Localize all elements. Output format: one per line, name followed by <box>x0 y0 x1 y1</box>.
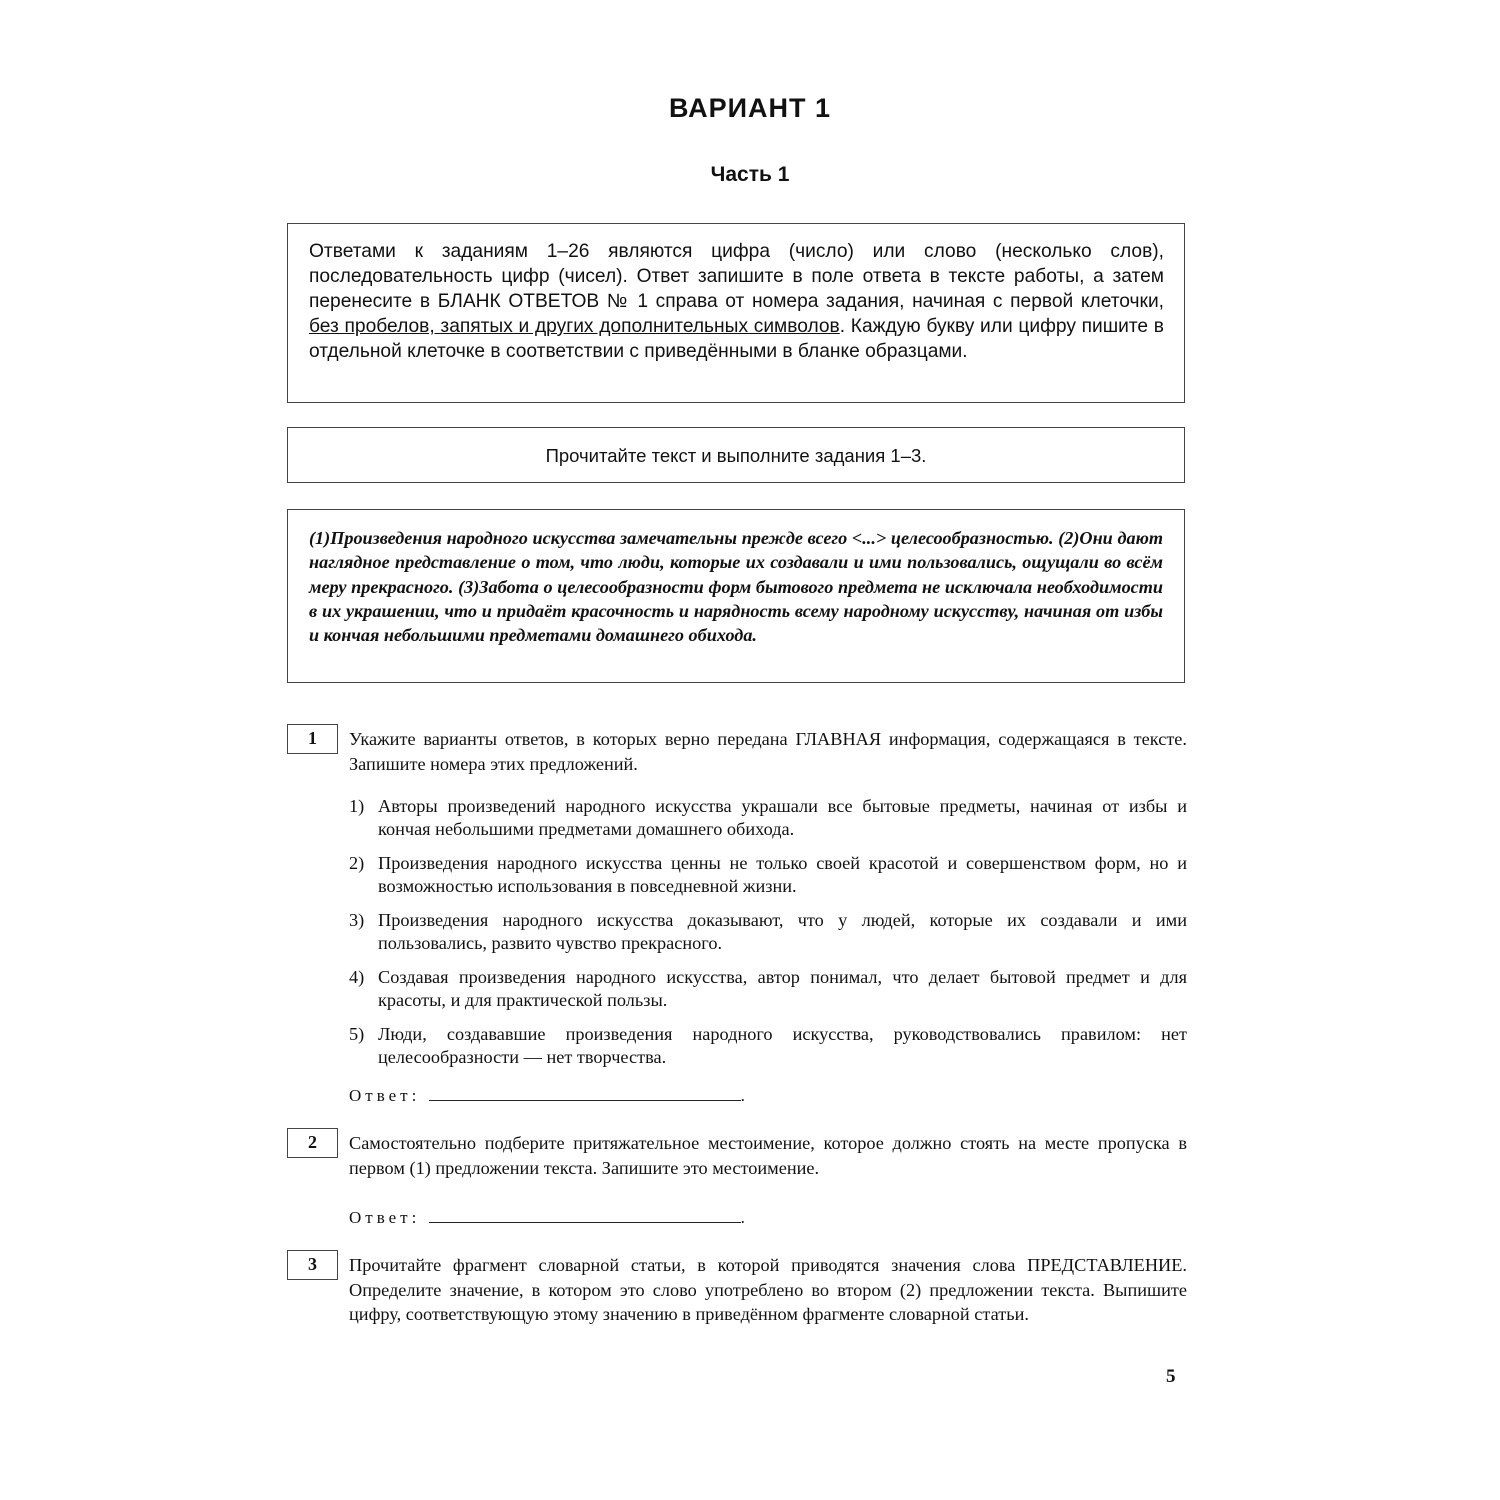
read-prompt-text: Прочитайте текст и выполните задания 1–3. <box>545 445 927 466</box>
task-2-answer <box>349 1204 745 1228</box>
read-prompt-box <box>287 427 1185 483</box>
option-text: Произведения народного искусства доказывают, что у людей, которые их создавали и ими пользовались, развито чувство прекрасного. <box>378 910 1187 953</box>
page-title: ВАРИАНТ 1 <box>668 93 832 123</box>
answer-line[interactable] <box>429 1204 741 1223</box>
answer-end: . <box>740 1086 745 1105</box>
task-1-option <box>349 795 1187 841</box>
option-number: 2) <box>349 853 365 873</box>
instructions-text-start: Ответами к заданиям 1–26 являются цифра (число) или слово (несколько слов), последовательность цифр (чисел). Ответ запишите в поле ответа в тексте работы, а затем перенесите в БЛАНК ОТВЕТОВ № 1 справа от номера задания, начиная с первой клеточки, <box>309 241 1164 312</box>
option-text: Люди, создававшие произведения народного искусства, руководствовались правилом: нет целесообразности — нет творчества. <box>378 1024 1187 1067</box>
task-1-option <box>349 909 1187 955</box>
passage-text: (1)Произведения народного искусства замечательны прежде всего <...> целесообразностью. (2)Они дают наглядное представление о том, что люди, которые их создавали и ими пользовались, ощущали во всём меру прекрасного. (3)Забота о целесообразности форм бытового предмета не исключала необходимости в их украшении, что и придаёт красочность и нарядность всему народному искусству, начиная от избы и кончая небольшими предметами домашнего обихода. <box>309 528 1163 646</box>
task-1-option <box>349 852 1187 898</box>
task-1-option <box>349 1023 1187 1069</box>
task-2-number-box: 2 <box>287 1128 338 1158</box>
option-number: 1) <box>349 796 365 816</box>
task-1-number-box: 1 <box>287 724 338 754</box>
task-1-text: Укажите варианты ответов, в которых верно передана ГЛАВНАЯ информация, содержащаяся в тексте. Запишите номера этих предложений. <box>349 729 1187 774</box>
instructions-underlined-text: без пробелов, запятых и других дополнительных символов <box>309 316 840 337</box>
passage-box <box>287 509 1185 683</box>
part-heading: Часть 1 <box>710 163 790 186</box>
option-text: Создавая произведения народного искусства, автор понимал, что делает бытовой предмет и для красоты, и для практической пользы. <box>378 967 1187 1010</box>
task-3-text: Прочитайте фрагмент словарной статьи, в которой приводятся значения слова ПРЕДСТАВЛЕНИЕ. Определите значение, в котором это слово употреблено во втором (2) предложении текста. Выпишите цифру, соответствующую этому значению в приведённом фрагменте словарной статьи. <box>349 1255 1187 1324</box>
instructions-text-end: . Каждую букву или цифру пишите в отдельной клеточке в соответствии с приведёнными в бланке образцами. <box>309 316 1165 362</box>
answer-label: Ответ: <box>349 1086 421 1105</box>
instructions-box <box>287 223 1185 403</box>
task-3-number-box: 3 <box>287 1250 338 1280</box>
option-number: 5) <box>349 1024 365 1044</box>
page-number: 5 <box>1166 1366 1176 1387</box>
option-number: 3) <box>349 910 365 930</box>
task-1-answer <box>349 1082 745 1106</box>
task-2-text: Самостоятельно подберите притяжательное местоимение, которое должно стоять на месте пропуска в первом (1) предложении текста. Запишите это местоимение. <box>349 1133 1187 1178</box>
answer-end: . <box>740 1208 745 1227</box>
answer-label: Ответ: <box>349 1208 421 1227</box>
answer-line[interactable] <box>429 1082 741 1101</box>
option-text: Авторы произведений народного искусства украшали все бытовые предметы, начиная от избы и кончая небольшими предметами домашнего обихода. <box>378 796 1187 839</box>
option-text: Произведения народного искусства ценны не только своей красотой и совершенством форм, но и возможностью использования в повседневной жизни. <box>378 853 1187 896</box>
option-number: 4) <box>349 967 365 987</box>
task-1-option <box>349 966 1187 1012</box>
instructions-text <box>309 239 1164 364</box>
